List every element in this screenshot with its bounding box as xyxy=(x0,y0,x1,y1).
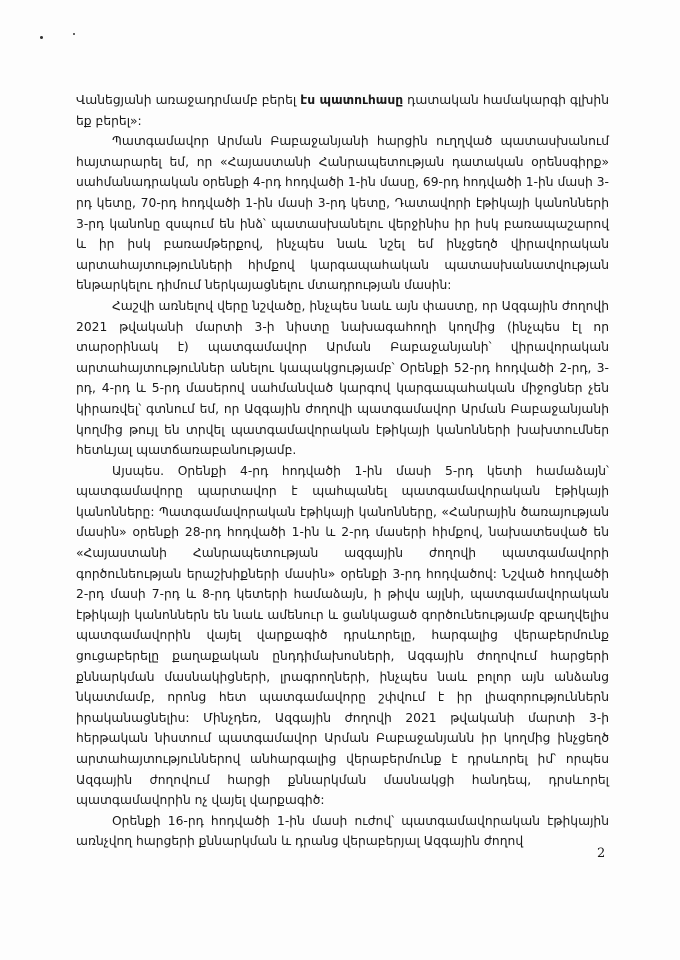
paragraph-text: դատական համակարգի գլխին եք բերել»: xyxy=(76,93,609,128)
paragraph-text: Այսպես. Օրենքի 4-րդ հոդվածի 1-ին մասի 5-րդ կետի համաձայն՝ պատգամավորը պարտավոր է պահպանել պատգամավորական էթիկայի կանոնները: Պատգամավորական էթիկայի կանոնները, «Հանրային ծառայության մասին» օրենքի 28-րդ հոդվածի 1-ին և 2-րդ մասերի հիմքով, նախատեսված են «Հայաստանի Հանրապետության ազգային ժողովի պատգամավորի գործունեության երաշխիքների մասին» օրենքի 3-րդ հոդվածով: Նշված հոդվածի 2-րդ մասի 7-րդ և 8-րդ կետերի համաձայն, ի թիվս այլնի, պատգամավորական էթիկայի կանոններն են նաև ամենուր և ցանկացած գործունեությամբ զբաղվելիս պատգամավորին վայել վարքագիծ դրսևորելը, հարգալից վերաբերմունք ցուցաբերելը քաղաքական ընդդիմախոսների, Ազգային ժողովում հարցերի քննարկման մասնակիցների, լրագրողների, ինչպես նաև բոլոր այն անձանց նկատմամբ, որոնց հետ պատգամավորը շփվում է իր լիազորություններն իրականացնելիս: Մինչդեռ, Ազգային ժողովի 2021 թվականի մարտի 3-ի հերթական նիստում պատգամավոր Արման Բաբաջանյանն իր կողմից ինչցեղծ արտահայտություններով անհարգալից վերաբերմունք է դրսևորել իմ՝ որպես Ազգային ժողովում հարցի քննարկման մասնակցի հանդեպ, դրսևորել պատգամավորին ոչ վայել վարքագիծ: xyxy=(76,463,609,808)
paragraph xyxy=(76,296,609,461)
paragraph-text: Օրենքի 16-րդ հոդվածի 1-ին մասի ուժով՝ պատգամավորական էթիկային առնչվող հարցերի քննարկման և դրանց վերաբերյալ Ազգային ժողով xyxy=(76,813,609,849)
scan-speck xyxy=(73,33,75,35)
page-number: 2 xyxy=(597,846,606,861)
document-body xyxy=(76,90,609,852)
paragraph xyxy=(76,461,609,811)
paragraph-text: Պատգամավոր Արման Բաբաջանյանի հարցին ուղղված պատասխանում հայտարարել եմ, որ «Հայաստանի Հանրապետության դատական օրենսգիրք» սահմանադրական օրենքի 4-րդ հոդվածի 1-ին մասը, 69-րդ հոդվածի 1-ին մասի 3-րդ կետը, 70-րդ հոդվածի 1-ին մասի 3-րդ կետը, Դատավորի էթիկայի կանոնների 3-րդ կանոնը զսպում են ինձ՝ պատասխանելու վերջինիս իր իսկ բառապաշարով և իր իսկ բառամթերքով, ինչպես նաև նշել եմ ինչցեղծ վիրավորական արտահայտությունների հիմքով կարգապահական պատասխանատվության ենթարկելու դիմում ներկայացնելու մտադրության մասին: xyxy=(76,134,609,293)
paragraph xyxy=(76,811,609,852)
paragraph-text: Վանեցյանի առաջադրմամբ բերել xyxy=(76,93,301,107)
paragraph xyxy=(76,90,609,131)
paragraph-text: Հաշվի առնելով վերը նշվածը, ինչպես նաև այն փաստը, որ Ազգային ժողովի 2021 թվականի մարտի 3-ի նիստը նախագահողի կողմից (ինչպես էլ որ տարօրինակ է) պատգամավոր Արման Բաբաջանյանի՝ վիրավորական արտահայտություններ անելու կապակցությամբ՝ Օրենքի 52-րդ հոդվածի 2-րդ, 3-րդ, 4-րդ և 5-րդ մասերով սահմանված կարգով կարգապահական միջոցներ չեն կիրառվել՝ գտնում եմ, որ Ազգային ժողովի պատգամավոր Արման Բաբաջանյանի կողմից թույլ են տրվել պատգամավորական էթիկայի կանոնների խախտումներ հետևյալ պատճառաբանությամբ. xyxy=(76,298,609,458)
bold-text: էս պատուհասը xyxy=(300,93,404,107)
scan-speck xyxy=(40,36,43,39)
paragraph xyxy=(76,131,609,296)
